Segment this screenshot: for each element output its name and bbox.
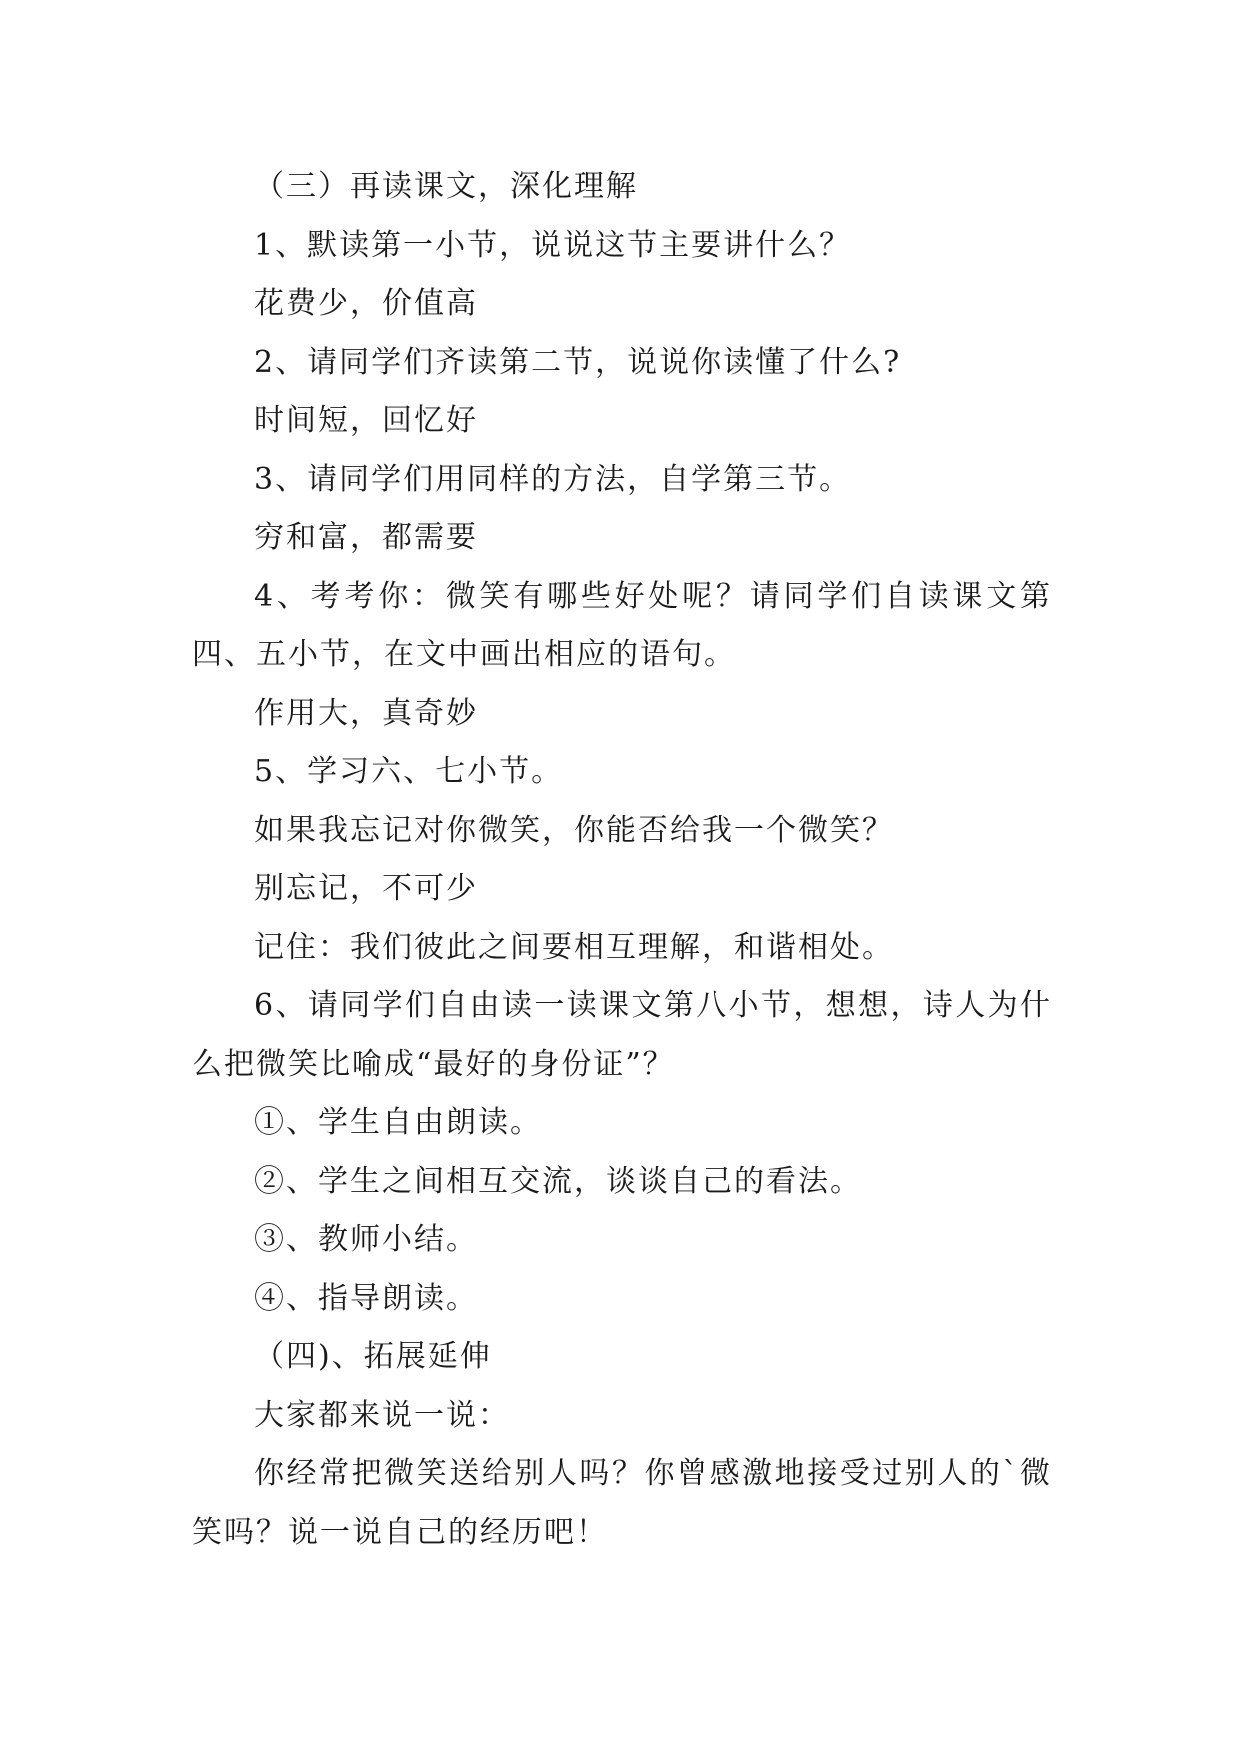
answer-1: 花费少，价值高: [254, 286, 478, 321]
step-1: ①、学生自由朗读。: [254, 1105, 542, 1140]
section-heading-four: （四)、拓展延伸: [254, 1339, 492, 1374]
question-2: 2、请同学们齐读第二节，说说你读懂了什么?: [254, 344, 902, 380]
document-body: [192, 158, 1052, 1562]
step-3: ③、教师小结。: [254, 1222, 478, 1257]
paragraph-experience: 你经常把微笑送给别人吗？你曾感激地接受过别人的`微笑吗？说一说自己的经历吧！: [192, 1456, 1052, 1550]
question-5: 5、学习六、七小节。: [254, 754, 564, 789]
question-6: 6、请同学们自由读一读课文第八小节，想想，诗人为什么把微笑比喻成“最好的身份证”？: [192, 988, 1052, 1082]
paragraph-discuss: 大家都来说一说：: [254, 1397, 510, 1433]
answer-5: 别忘记，不可少: [254, 871, 478, 906]
step-4: ④、指导朗读。: [254, 1280, 478, 1316]
paragraph-smile-question: 如果我忘记对你微笑，你能否给我一个微笑？: [254, 812, 894, 848]
step-2: ②、学生之间相互交流，谈谈自己的看法。: [254, 1163, 862, 1199]
question-1: 1、默读第一小节，说说这节主要讲什么？: [254, 227, 852, 263]
question-4: 4、考考你：微笑有哪些好处呢？请同学们自读课文第四、五小节，在文中画出相应的语句。: [192, 578, 1052, 672]
section-heading-three: （三）再读课文，深化理解: [254, 169, 638, 204]
question-3: 3、请同学们用同样的方法，自学第三节。: [254, 461, 852, 497]
paragraph-remember: 记住：我们彼此之间要相互理解，和谐相处。: [254, 929, 894, 965]
answer-3: 穷和富，都需要: [254, 520, 478, 555]
answer-2: 时间短，回忆好: [254, 403, 478, 438]
answer-4: 作用大，真奇妙: [254, 695, 478, 731]
